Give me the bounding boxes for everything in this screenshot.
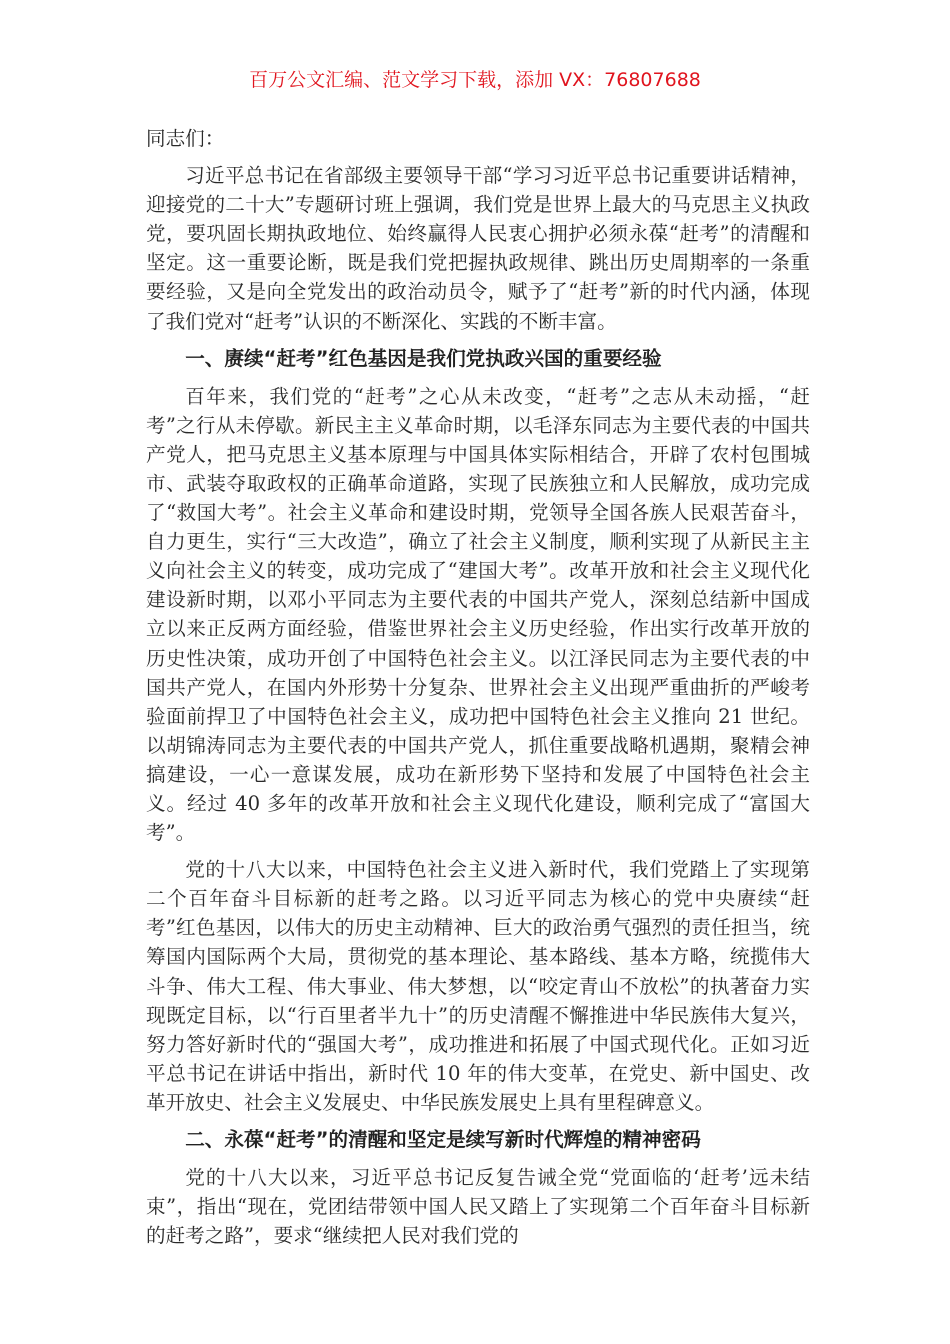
intro-paragraph: 习近平总书记在省部级主要领导干部“学习习近平总书记重要讲话精神，迎接党的二十大”专题研讨班上强调，我们党是世界上最大的马克思主义执政党，要巩固长期执政地位、始终赢得人民衷心拥护必须永葆“赶考”的清醒和坚定。这一重要论断，既是我们党把握执政规律、跳出历史周期率的一条重要经验，又是向全党发出的政治动员令，赋予了“赶考”新的时代内涵，体现了我们党对“赶考”认识的不断深化、实践的不断丰富。 [146,164,810,333]
document-body [146,124,810,1258]
watermark-banner: 百万公文汇编、范文学习下载，添加 VX：76807688 [249,69,701,91]
section-heading-2: 二、永葆“赶考”的清醒和坚定是续写新时代辉煌的精神密码 [185,1128,701,1151]
section-1-paragraph-2: 党的十八大以来，中国特色社会主义进入新时代，我们党踏上了实现第二个百年奋斗目标新的赶考之路。以习近平同志为核心的党中央赓续“赶考”红色基因，以伟大的历史主动精神、巨大的政治勇气强烈的责任担当，统筹国内国际两个大局，贯彻党的基本理论、基本路线、基本方略，统揽伟大斗争、伟大工程、伟大事业、伟大梦想，以“咬定青山不放松”的执著奋力实现既定目标，以“行百里者半九十”的历史清醒不懈推进中华民族伟大复兴，努力答好新时代的“强国大考”，成功推进和拓展了中国式现代化。正如习近平总书记在讲话中指出，新时代 10 年的伟大变革，在党史、新中国史、改革开放史、社会主义发展史、中华民族发展史上具有里程碑意义。 [146,858,810,1114]
salutation: 同志们： [146,127,225,150]
section-1-paragraph-1: 百年来，我们党的“赶考”之心从未改变，“赶考”之志从未动摇，“赶考”之行从未停歇。新民主主义革命时期，以毛泽东同志为主要代表的中国共产党人，把马克思主义基本原理与中国具体实际相结合，开辟了农村包围城市、武装夺取政权的正确革命道路，实现了民族独立和人民解放，成功完成了“救国大考”。社会主义革命和建设时期，党领导全国各族人民艰苦奋斗，自力更生，实行“三大改造”，确立了社会主义制度，顺利实现了从新民主主义向社会主义的转变，成功完成了“建国大考”。改革开放和社会主义现代化建设新时期，以邓小平同志为主要代表的中国共产党人，深刻总结新中国成立以来正反两方面经验，借鉴世界社会主义历史经验，作出实行改革开放的历史性决策，成功开创了中国特色社会主义。以江泽民同志为主要代表的中国共产党人，在国内外形势十分复杂、世界社会主义出现严重曲折的严峻考验面前捍卫了中国特色社会主义，成功把中国特色社会主义推向 21 世纪。以胡锦涛同志为主要代表的中国共产党人，抓住重要战略机遇期，聚精会神搞建设，一心一意谋发展，成功在新形势下坚持和发展了中国特色社会主义。经过 40 多年的改革开放和社会主义现代化建设，顺利完成了“富国大考”。 [146,384,810,845]
section-heading-1: 一、赓续“赶考”红色基因是我们党执政兴国的重要经验 [185,346,662,370]
section-2-paragraph-1: 党的十八大以来，习近平总书记反复告诫全党“党面临的‘赶考’远未结束”，指出“现在，党团结带领中国人民又踏上了实现第二个百年奋斗目标新的赶考之路”，要求“继续把人民对我们党的 [146,1166,810,1248]
